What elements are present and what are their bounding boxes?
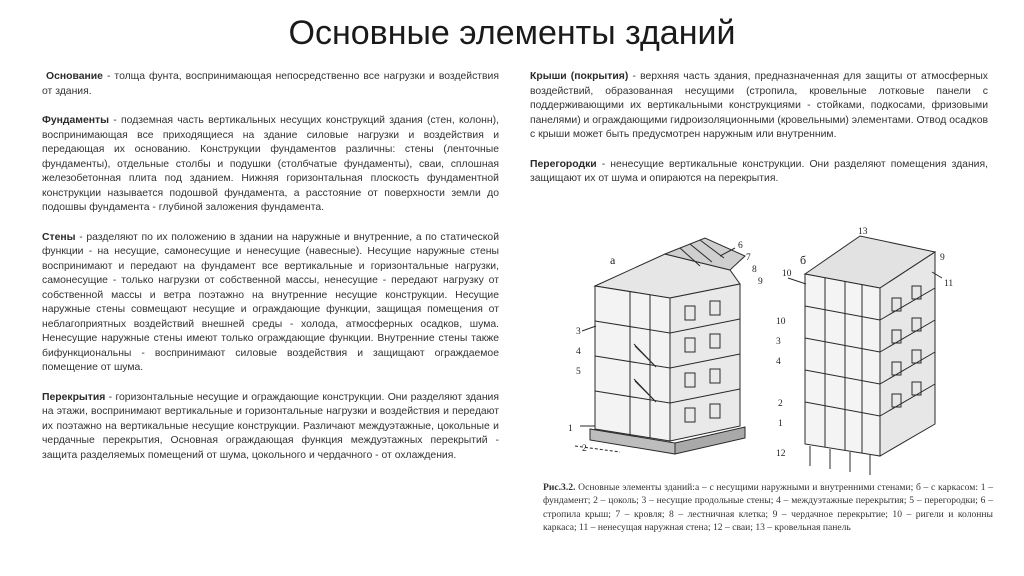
num-b-10a: 10 xyxy=(782,269,792,279)
label-b: б xyxy=(800,253,807,267)
num-b-3: 3 xyxy=(776,337,781,347)
num-a-4: 4 xyxy=(576,347,581,357)
term-roofs: Крыши (покрытия) xyxy=(530,71,629,82)
caption-label: Рис.3.2. xyxy=(543,482,576,493)
figure-caption xyxy=(543,481,993,535)
slide-title: Основные элементы зданий xyxy=(288,14,736,52)
term-partitions: Перегородки xyxy=(530,158,597,170)
paragraph-floors xyxy=(42,391,499,464)
num-a-7: 7 xyxy=(746,253,751,263)
caption-text: Основные элементы зданий:а – с несущими наружными и внутренними стенами; б – с каркасом: 1 – фундамент; 2 – цоколь; 3 – несущие продольные стены; 4 – междуэтажные перекрытия; 5 – перегородки; 6 – стропила крыш; 7 – кровля; 8 – лестничная клетка; 9 – чердачное перекрытие; 10 – ригели и колонны каркаса; 11 – ненесущая наружная стена; 12 – сваи; 13 – кровельная панель xyxy=(543,482,993,534)
term-base: Основание xyxy=(46,71,103,82)
term-floors: Перекрытия xyxy=(42,391,106,403)
text-walls: - разделяют по их положению в здании на наружные и внутренние, а по статической функции - на несущие, самонесущие и ненесущие (навесные). Несущие наружные стены воспринимают и передают на фундамент все вертикальные и горизонтальные нагрузки, самонесущие - только нагрузки от собственной массы, ненесущие - передают нагрузку от собственной массы и ветра поэтажно на внутренние несущие конструкции. Несущие наружные стены совмещают несущие и ограждающие функции, защищая помещения от неблагоприятных воздействий внешней среды - холода, атмосферных осадков, шума. Ненесущие наружные стены имеют только ограждающие функции. Внутренние стены также бифункциональны - воспринимают силовые воздействия и защищают ограждаемое помещение от шума. xyxy=(42,231,499,373)
building-elements-figure xyxy=(540,226,990,484)
right-text-column xyxy=(530,70,988,202)
num-b-12: 12 xyxy=(776,449,786,459)
paragraph-foundations xyxy=(42,114,499,216)
num-a-3: 3 xyxy=(576,327,581,337)
num-b-1: 1 xyxy=(778,419,783,429)
text-roofs: - верхняя часть здания, предназначенная для защиты от атмосферных воздействий, образованная несущими (стропила, кровельные лотковые панели с поддерживающими их вертикальными конструкциями - стойками, подкосами, фризовыми панелями) и ограждающими гидроизоляционными (кровельными) элементами. Отвод осадков с крыши может быть предусмотрен наружным или внутренним. xyxy=(530,71,988,140)
paragraph-roofs xyxy=(530,70,988,143)
paragraph-partitions xyxy=(530,158,988,187)
num-b-13: 13 xyxy=(858,227,868,237)
paragraph-walls xyxy=(42,231,499,376)
paragraph-base xyxy=(42,70,499,99)
num-a-6: 6 xyxy=(738,241,743,251)
left-text-column xyxy=(42,70,499,478)
num-b-9: 9 xyxy=(940,253,945,263)
num-b-10b: 10 xyxy=(776,317,786,327)
num-a-1: 1 xyxy=(568,424,573,434)
num-a-8: 8 xyxy=(752,265,757,275)
text-floors: - горизонтальные несущие и ограждающие конструкции. Они разделяют здания на этажи, воспринимают вертикальные и горизонтальные нагрузки и воздействия и передают их поэтажно на вертикальные несущие конструкции. Различают междуэтажные, цокольные и чердачные перекрытия, Основная ограждающая функция междуэтажных перекрытий - защита разделяемых помещений от шума, цокольного и чердачного - от охлаждения. xyxy=(42,391,499,461)
term-walls: Стены xyxy=(42,231,76,243)
text-base: - толща фунта, воспринимающая непосредственно все нагрузки и воздействия от здания. xyxy=(42,71,499,97)
text-partitions: - ненесущие вертикальные конструкции. Они разделяют помещения здания, защищают их от шума и опираются на перекрытия. xyxy=(530,158,988,184)
text-foundations: - подземная часть вертикальных несущих конструкций здания (стен, колонн), воспринимающая все приходящиеся на здание силовые нагрузки и воздействия и передающая их основанию. Конструкции фундаментов различны: стены (ленточные фундаменты), отдельные столбы и подушки (столбчатые фундаменты), сваи, сплошная железобетонная плита под зданием. Нижняя горизонтальная плоскость фундаментной конструкции называется подошвой фундамента, а расстояние от поверхности земли до подошвы фундамента - глубиной заложения фундамента. xyxy=(42,115,499,213)
num-a-2: 2 xyxy=(582,444,587,454)
num-a-5: 5 xyxy=(576,367,581,377)
building-a-drawing xyxy=(575,238,745,454)
num-b-4: 4 xyxy=(776,357,781,367)
term-foundations: Фундаменты xyxy=(42,115,110,126)
label-a: а xyxy=(610,253,616,267)
num-b-11: 11 xyxy=(944,279,954,289)
num-b-2: 2 xyxy=(778,399,783,409)
building-b-drawing xyxy=(805,236,935,475)
num-a-9: 9 xyxy=(758,277,763,287)
